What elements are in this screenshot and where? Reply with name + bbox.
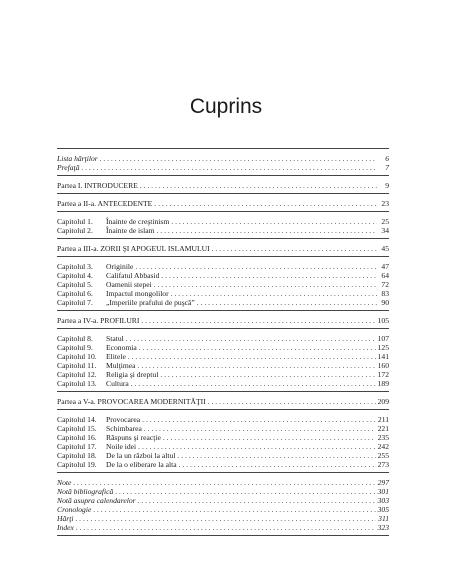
chapter-page: 107 — [377, 334, 389, 343]
chapter-number: Capitolul 19. — [57, 460, 97, 469]
chapter-page: 221 — [377, 424, 389, 433]
dot-leader — [138, 442, 375, 451]
chapter-page: 141 — [377, 352, 389, 361]
entry-page: 7 — [385, 163, 389, 172]
chapter-page: 189 — [377, 379, 389, 388]
dot-leader — [140, 181, 377, 190]
dot-leader — [157, 226, 378, 235]
divider — [57, 193, 389, 194]
entry-title: Notă asupra calendarelor — [57, 496, 136, 505]
toc-chapter — [57, 451, 389, 460]
entry-page: 301 — [377, 487, 389, 496]
chapter-page: 83 — [381, 289, 389, 298]
entry-title: Lista hărţilor — [57, 154, 98, 163]
chapter-page: 211 — [377, 415, 389, 424]
divider — [57, 310, 389, 311]
toc-chapter — [57, 352, 389, 361]
divider — [57, 472, 389, 473]
divider — [57, 238, 389, 239]
chapter-title: Înainte de creştinism — [106, 217, 170, 226]
chapter-title: Schimbarea — [106, 424, 142, 433]
toc-chapter — [57, 334, 389, 343]
part-title: Partea a II-a. ANTECEDENTE — [57, 199, 153, 208]
chapter-number: Capitolul 12. — [57, 370, 97, 379]
chapter-number: Capitolul 4. — [57, 271, 93, 280]
part-page: 105 — [377, 316, 389, 325]
dot-leader — [144, 424, 376, 433]
chapter-page: 25 — [381, 217, 389, 226]
chapter-number: Capitolul 9. — [57, 343, 93, 352]
part-page: 9 — [385, 181, 389, 190]
dot-leader — [171, 217, 377, 226]
entry-title: Note — [57, 478, 72, 487]
chapter-number: Capitolul 7. — [57, 298, 93, 307]
part-title: Partea a III-a. ZORII ŞI APOGEUL ISLAMULUI — [57, 244, 210, 253]
toc-chapter — [57, 442, 389, 451]
toc-chapter — [57, 280, 389, 289]
toc-chapter — [57, 379, 389, 388]
chapter-title: Cultura — [106, 379, 129, 388]
entry-page: 305 — [377, 505, 389, 514]
dot-leader — [171, 289, 377, 298]
chapter-title: Impactul mongolilor — [106, 289, 169, 298]
toc-chapter — [57, 298, 389, 307]
part-title: Partea I. INTRODUCERE — [57, 181, 138, 190]
chapter-number: Capitolul 14. — [57, 415, 97, 424]
dot-leader — [177, 451, 375, 460]
dot-leader — [212, 244, 377, 253]
divider — [57, 535, 389, 536]
chapter-number: Capitolul 10. — [57, 352, 97, 361]
chapter-number: Capitolul 5. — [57, 280, 93, 289]
dot-leader — [141, 316, 375, 325]
dot-leader — [142, 415, 376, 424]
toc-chapter — [57, 262, 389, 271]
toc-entry — [57, 478, 389, 487]
toc-part — [57, 316, 389, 325]
toc-entry — [57, 496, 389, 505]
toc-chapter — [57, 361, 389, 370]
toc-chapter — [57, 424, 389, 433]
toc-entry — [57, 163, 389, 172]
toc-chapter — [57, 271, 389, 280]
chapter-title: Răspuns şi reacţie — [106, 433, 161, 442]
divider — [57, 256, 389, 257]
dot-leader — [161, 271, 377, 280]
chapter-page: 255 — [377, 451, 389, 460]
dot-leader — [179, 460, 376, 469]
entry-page: 6 — [385, 154, 389, 163]
dot-leader — [131, 379, 376, 388]
chapter-page: 47 — [381, 262, 389, 271]
chapter-number: Capitolul 15. — [57, 424, 97, 433]
chapter-title: Provocarea — [106, 415, 141, 424]
toc-part — [57, 199, 389, 208]
dot-leader — [76, 523, 376, 532]
dot-leader — [82, 163, 378, 172]
entry-page: 323 — [377, 523, 389, 532]
toc-chapter — [57, 217, 389, 226]
divider — [57, 391, 389, 392]
chapter-page: 64 — [381, 271, 389, 280]
dot-leader — [138, 361, 376, 370]
chapter-page: 235 — [377, 433, 389, 442]
table-of-contents — [57, 145, 389, 541]
dot-leader — [135, 262, 377, 271]
toc-part — [57, 397, 389, 406]
part-title: Partea a IV-a. PROFILURI — [57, 316, 140, 325]
chapter-title: De la o eliberare la alta — [106, 460, 177, 469]
chapter-page: 172 — [377, 370, 389, 379]
chapter-number: Capitolul 6. — [57, 289, 93, 298]
chapter-title: Statul — [106, 334, 124, 343]
toc-chapter — [57, 289, 389, 298]
chapter-number: Capitolul 2. — [57, 226, 93, 235]
chapter-page: 160 — [377, 361, 389, 370]
dot-leader — [138, 496, 376, 505]
chapter-title: Economia — [106, 343, 137, 352]
divider — [57, 148, 389, 149]
chapter-title: Înainte de islam — [106, 226, 155, 235]
chapter-number: Capitolul 11. — [57, 361, 97, 370]
toc-part — [57, 244, 389, 253]
chapter-page: 125 — [377, 343, 389, 352]
chapter-title: Religia şi dreptul — [106, 370, 159, 379]
chapter-number: Capitolul 18. — [57, 451, 97, 460]
chapter-page: 72 — [381, 280, 389, 289]
dot-leader — [73, 478, 375, 487]
entry-page: 311 — [378, 514, 389, 523]
dot-leader — [160, 370, 375, 379]
chapter-title: Noile idei — [106, 442, 137, 451]
dot-leader — [128, 352, 376, 361]
toc-chapter — [57, 226, 389, 235]
page-title: Cuprins — [189, 95, 263, 118]
chapter-title: Mulţimea — [106, 361, 136, 370]
entry-title: Prefaţă — [57, 163, 80, 172]
toc-chapter — [57, 460, 389, 469]
chapter-number: Capitolul 16. — [57, 433, 97, 442]
chapter-number: Capitolul 17. — [57, 442, 97, 451]
divider — [57, 328, 389, 329]
entry-page: 297 — [377, 478, 389, 487]
dot-leader — [139, 343, 376, 352]
part-title: Partea a V-a. PROVOCAREA MODERNITĂŢII — [57, 397, 206, 406]
dot-leader — [154, 199, 377, 208]
chapter-number: Capitolul 1. — [57, 217, 93, 226]
entry-title: Cronologie — [57, 505, 92, 514]
chapter-title: Elitele — [106, 352, 126, 361]
entry-page: 303 — [377, 496, 389, 505]
chapter-page: 242 — [377, 442, 389, 451]
divider — [57, 409, 389, 410]
chapter-title: Califatul Abbasid — [106, 271, 160, 280]
toc-chapter — [57, 343, 389, 352]
part-page: 45 — [381, 244, 389, 253]
chapter-title: „Imperiile prafului de puşcă” — [106, 298, 195, 307]
dot-leader — [93, 505, 375, 514]
dot-leader — [100, 154, 377, 163]
chapter-number: Capitolul 8. — [57, 334, 93, 343]
toc-chapter — [57, 415, 389, 424]
dot-leader — [75, 514, 376, 523]
chapter-title: De la un război la altul — [106, 451, 176, 460]
dot-leader — [126, 334, 376, 343]
dot-leader — [154, 280, 377, 289]
chapter-title: Oamenii stepei — [106, 280, 152, 289]
toc-entry — [57, 487, 389, 496]
chapter-number: Capitolul 3. — [57, 262, 93, 271]
part-page: 23 — [381, 199, 389, 208]
toc-entry — [57, 154, 389, 163]
chapter-page: 90 — [381, 298, 389, 307]
toc-entry — [57, 505, 389, 514]
toc-entry — [57, 523, 389, 532]
part-page: 209 — [377, 397, 389, 406]
toc-chapter — [57, 433, 389, 442]
dot-leader — [208, 397, 376, 406]
divider — [57, 211, 389, 212]
entry-title: Hărţi — [57, 514, 74, 523]
toc-part — [57, 181, 389, 190]
chapter-page: 34 — [381, 226, 389, 235]
chapter-title: Originile — [106, 262, 134, 271]
dot-leader — [163, 433, 376, 442]
entry-title: Index — [57, 523, 74, 532]
divider — [57, 175, 389, 176]
chapter-page: 273 — [377, 460, 389, 469]
entry-title: Notă bibliografică — [57, 487, 114, 496]
dot-leader — [115, 487, 375, 496]
chapter-number: Capitolul 13. — [57, 379, 97, 388]
toc-entry — [57, 514, 389, 523]
dot-leader — [197, 298, 377, 307]
toc-chapter — [57, 370, 389, 379]
